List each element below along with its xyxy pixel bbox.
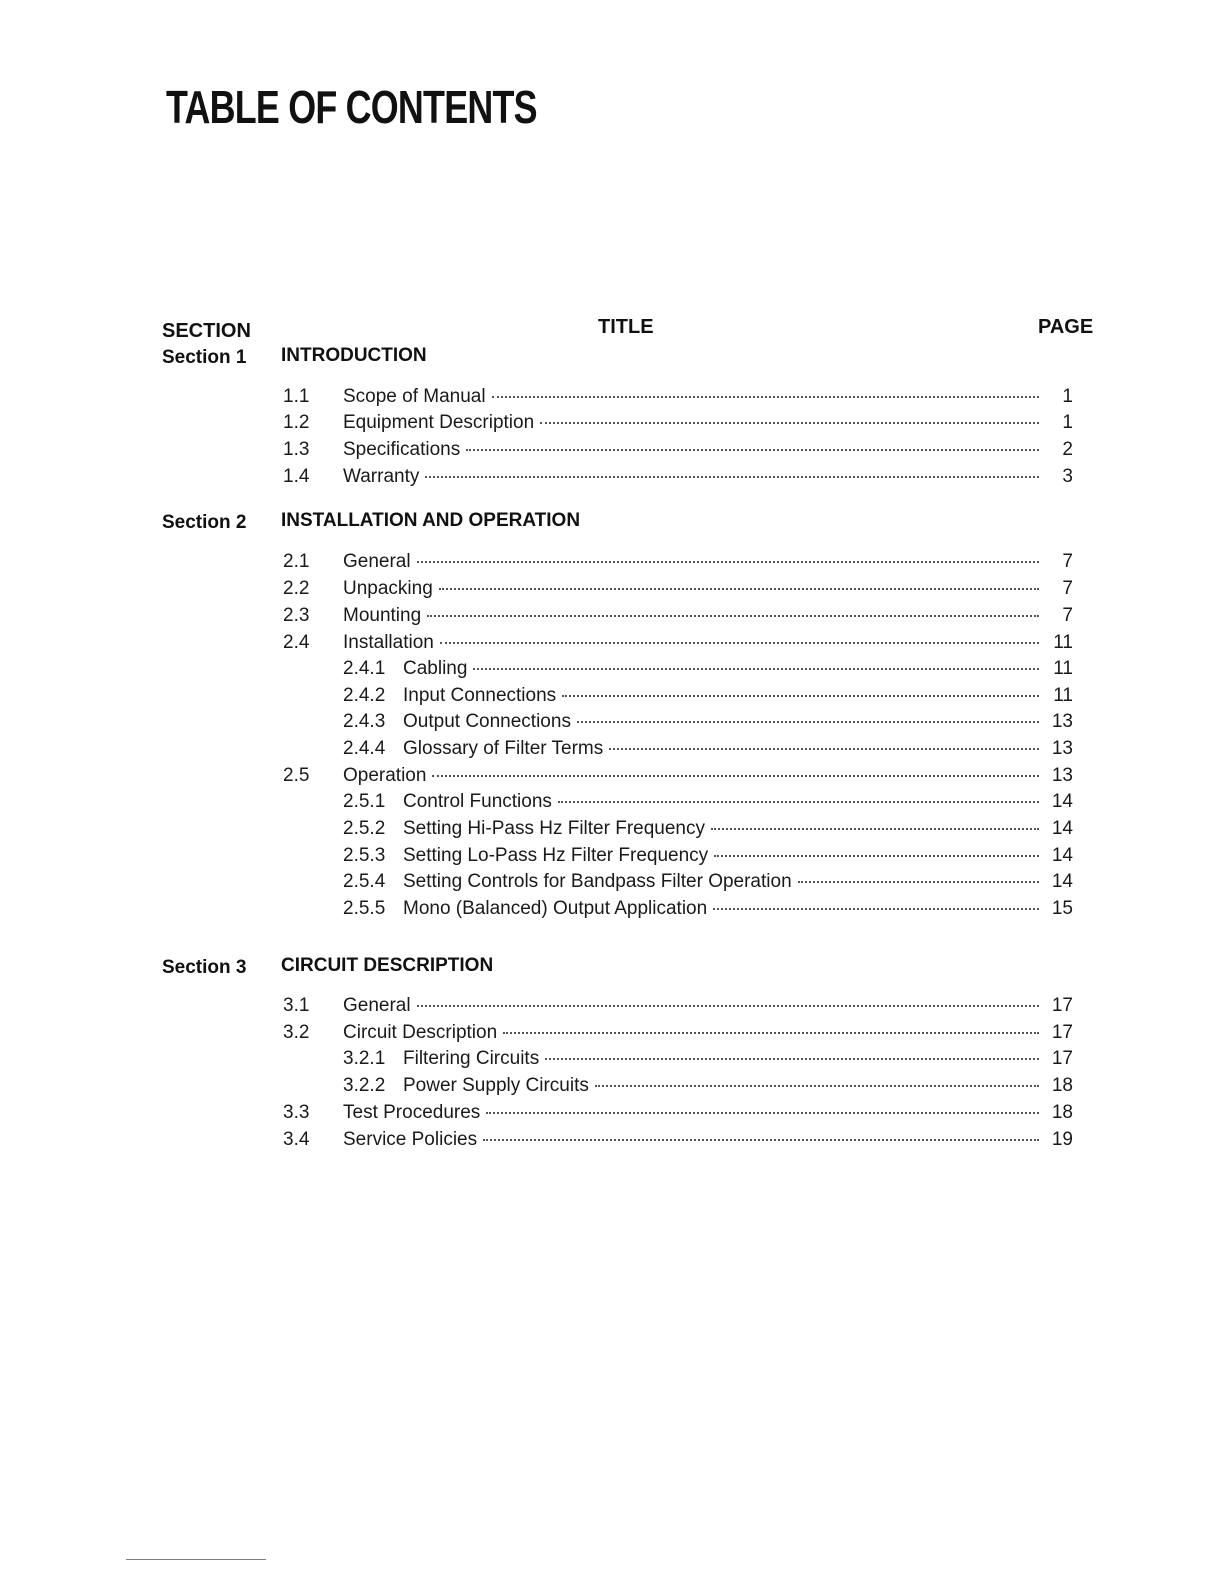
toc-subentry[interactable] — [343, 738, 1073, 764]
toc-entry-title: Output Connections — [403, 711, 571, 732]
toc-entry-page: 7 — [1062, 605, 1073, 626]
footer-rule — [126, 1559, 266, 1560]
toc-entry-page: 18 — [1051, 1102, 1073, 1123]
dot-leader — [439, 588, 1039, 590]
dot-leader — [595, 1085, 1039, 1087]
toc-entry[interactable] — [283, 1102, 1073, 1128]
toc-entry-title: General — [343, 551, 411, 572]
toc-entry-title: Circuit Description — [343, 1022, 498, 1043]
toc-entry-page: 13 — [1051, 738, 1073, 759]
toc-entry-title: Glossary of Filter Terms — [403, 738, 604, 759]
dot-leader — [558, 801, 1039, 803]
toc-entry[interactable] — [283, 765, 1073, 791]
toc-entry-page: 14 — [1051, 871, 1073, 892]
toc-entry-page: 14 — [1051, 791, 1073, 812]
toc-entry-page: 14 — [1051, 845, 1073, 866]
toc-entry-page: 14 — [1051, 818, 1073, 839]
toc-entry-number: 3.3 — [283, 1102, 310, 1123]
toc-entry-number: 2.5.1 — [343, 791, 386, 812]
toc-entry-title: Setting Hi-Pass Hz Filter Frequency — [403, 818, 705, 839]
section-label: Section 1 — [162, 347, 247, 368]
toc-entry-page: 2 — [1062, 439, 1073, 460]
toc-entry-number: 2.2 — [283, 578, 310, 599]
toc-entry[interactable] — [283, 439, 1073, 465]
toc-entry-number: 2.4.2 — [343, 685, 386, 706]
dot-leader — [562, 695, 1039, 697]
section-title: CIRCUIT DESCRIPTION — [281, 955, 494, 976]
toc-entry-number: 2.5.4 — [343, 871, 386, 892]
toc-entry-number: 2.5.2 — [343, 818, 386, 839]
dot-leader — [545, 1058, 1039, 1060]
toc-entry[interactable] — [283, 605, 1073, 631]
column-header-title: TITLE — [598, 316, 654, 338]
toc-entry-number: 1.1 — [283, 386, 310, 407]
toc-entry-title: General — [343, 995, 411, 1016]
dot-leader — [714, 855, 1039, 857]
toc-entry-title: Setting Controls for Bandpass Filter Operation — [403, 871, 792, 892]
toc-entry-title: Mounting — [343, 605, 422, 626]
toc-entry-title: Filtering Circuits — [403, 1048, 540, 1069]
toc-entry-number: 2.4 — [283, 632, 310, 653]
toc-entry-number: 1.4 — [283, 466, 310, 487]
dot-leader — [486, 1112, 1039, 1114]
toc-entry[interactable] — [283, 551, 1073, 577]
toc-entry-page: 17 — [1051, 1048, 1073, 1069]
dot-leader — [440, 642, 1039, 644]
toc-subentry[interactable] — [343, 658, 1073, 684]
toc-subentry[interactable] — [343, 711, 1073, 737]
toc-entry-title: Unpacking — [343, 578, 433, 599]
toc-entry[interactable] — [283, 412, 1073, 438]
toc-entry-title: Mono (Balanced) Output Application — [403, 898, 708, 919]
dot-leader — [417, 561, 1039, 563]
toc-entry-number: 2.5.3 — [343, 845, 386, 866]
dot-leader — [425, 476, 1039, 478]
toc-entry[interactable] — [283, 632, 1073, 658]
toc-entry-title: Input Connections — [403, 685, 557, 706]
toc-entry-page: 19 — [1051, 1129, 1073, 1150]
dot-leader — [427, 615, 1039, 617]
dot-leader — [798, 881, 1039, 883]
toc-entry[interactable] — [283, 386, 1073, 412]
toc-entry-page: 7 — [1062, 578, 1073, 599]
toc-entry-number: 1.3 — [283, 439, 310, 460]
dot-leader — [711, 828, 1039, 830]
toc-entry-number: 3.4 — [283, 1129, 310, 1150]
toc-entry-title: Cabling — [403, 658, 468, 679]
toc-entry-number: 2.1 — [283, 551, 310, 572]
toc-subentry[interactable] — [343, 685, 1073, 711]
toc-entry[interactable] — [283, 1129, 1073, 1155]
section-title: INTRODUCTION — [281, 345, 427, 366]
section-label: Section 3 — [162, 957, 247, 978]
toc-entry-page: 15 — [1051, 898, 1073, 919]
toc-entry-title: Warranty — [343, 466, 420, 487]
toc-entry[interactable] — [283, 466, 1073, 492]
dot-leader — [473, 668, 1039, 670]
toc-subentry[interactable] — [343, 845, 1073, 871]
toc-entry-number: 2.4.1 — [343, 658, 386, 679]
toc-entry-number: 3.2 — [283, 1022, 310, 1043]
toc-entry-number: 2.4.3 — [343, 711, 386, 732]
toc-subentry[interactable] — [343, 1048, 1073, 1074]
dot-leader — [432, 775, 1039, 777]
toc-entry-number: 2.5 — [283, 765, 310, 786]
column-header-page: PAGE — [1038, 316, 1094, 338]
toc-entry-title: Service Policies — [343, 1129, 478, 1150]
dot-leader — [466, 449, 1039, 451]
toc-entry-page: 18 — [1051, 1075, 1073, 1096]
toc-entry-number: 3.2.2 — [343, 1075, 386, 1096]
toc-entry-title: Installation — [343, 632, 434, 653]
toc-entry-page: 13 — [1051, 711, 1073, 732]
toc-entry-page: 1 — [1062, 386, 1073, 407]
dot-leader — [609, 748, 1039, 750]
toc-entry-page: 17 — [1051, 1022, 1073, 1043]
column-header-section: SECTION — [162, 320, 251, 342]
toc-subentry[interactable] — [343, 818, 1073, 844]
toc-entry-number: 3.1 — [283, 995, 310, 1016]
toc-entry-number: 2.4.4 — [343, 738, 386, 759]
toc-entry[interactable] — [283, 1022, 1073, 1048]
toc-entry-page: 13 — [1051, 765, 1073, 786]
section-title: INSTALLATION AND OPERATION — [281, 510, 581, 531]
toc-entry-title: Scope of Manual — [343, 386, 486, 407]
toc-entry-page: 11 — [1053, 685, 1073, 706]
toc-entry-title: Power Supply Circuits — [403, 1075, 589, 1096]
toc-entry-title: Setting Lo-Pass Hz Filter Frequency — [403, 845, 709, 866]
page-title: TABLE OF CONTENTS — [166, 81, 537, 133]
dot-leader — [540, 422, 1039, 424]
toc-entry-number: 2.3 — [283, 605, 310, 626]
dot-leader — [492, 396, 1039, 398]
toc-entry-title: Operation — [343, 765, 427, 786]
toc-subentry[interactable] — [343, 1075, 1073, 1101]
toc-entry-page: 17 — [1051, 995, 1073, 1016]
dot-leader — [713, 908, 1039, 910]
toc-subentry[interactable] — [343, 898, 1073, 924]
toc-entry-page: 11 — [1053, 658, 1073, 679]
toc-entry-number: 1.2 — [283, 412, 310, 433]
toc-entry-page: 1 — [1062, 412, 1073, 433]
dot-leader — [483, 1139, 1039, 1141]
toc-entry-number: 3.2.1 — [343, 1048, 386, 1069]
toc-subentry[interactable] — [343, 791, 1073, 817]
toc-entry-number: 2.5.5 — [343, 898, 386, 919]
toc-entry-title: Equipment Description — [343, 412, 535, 433]
dot-leader — [503, 1032, 1039, 1034]
toc-subentry[interactable] — [343, 871, 1073, 897]
toc-entry-title: Control Functions — [403, 791, 552, 812]
toc-entry-title: Test Procedures — [343, 1102, 481, 1123]
toc-entry[interactable] — [283, 578, 1073, 604]
toc-entry[interactable] — [283, 995, 1073, 1021]
dot-leader — [577, 721, 1039, 723]
toc-entry-page: 3 — [1062, 466, 1073, 487]
section-label: Section 2 — [162, 512, 247, 533]
toc-entry-page: 7 — [1062, 551, 1073, 572]
dot-leader — [417, 1005, 1039, 1007]
toc-entry-page: 11 — [1053, 632, 1073, 653]
toc-entry-title: Specifications — [343, 439, 461, 460]
